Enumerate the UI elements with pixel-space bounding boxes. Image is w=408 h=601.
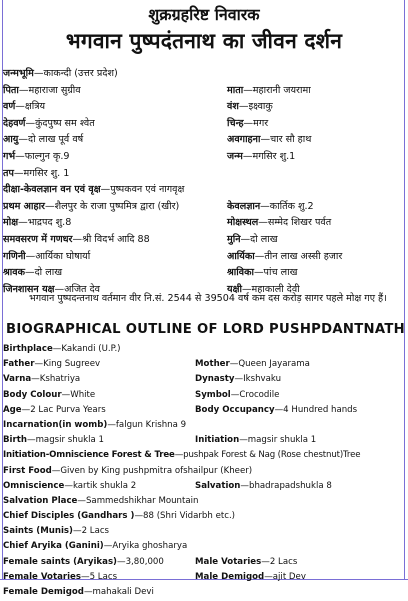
field-label: चिन्ह <box>227 117 244 129</box>
field-value: kartik shukla 2 <box>72 480 137 491</box>
field-value: मगसिर शु.1 <box>252 150 296 162</box>
field-value: मगसिर शु. 1 <box>23 167 70 179</box>
field-left <box>3 182 184 195</box>
field-value: Queen Jayarama <box>238 359 310 370</box>
hindi-row <box>3 81 403 98</box>
field-value: मगर <box>253 117 269 129</box>
field-value: दो लाख <box>34 267 63 279</box>
field-separator: — <box>34 359 44 370</box>
field-label: माता <box>227 84 244 96</box>
hindi-row <box>3 114 403 131</box>
field-label: जिनशासन यक्ष <box>3 283 55 295</box>
field-separator: — <box>264 571 273 582</box>
english-row <box>3 495 408 510</box>
field-separator: — <box>100 184 111 196</box>
field-separator: — <box>18 134 28 146</box>
field-label: Age <box>3 404 22 415</box>
field-label: वर्ण <box>3 101 16 113</box>
field-value: पांच लाख <box>263 267 298 279</box>
field-label: Saints (Munis) <box>3 526 73 537</box>
field-separator: — <box>260 134 271 146</box>
field-right <box>227 116 268 129</box>
field-label: Varna <box>3 374 32 385</box>
field-separator: — <box>64 480 73 491</box>
field-value: श्री विदर्भ आदि 88 <box>82 233 150 245</box>
field-separator: — <box>15 101 25 113</box>
field-right <box>195 390 279 400</box>
field-right <box>227 232 278 245</box>
field-value: शैलपुर के राजा पुष्पमित्र द्वारा (खीर) <box>54 200 180 212</box>
field-value: आर्यिका घोषार्या <box>35 250 91 262</box>
field-value: काकन्दी (उत्तर प्रदेश) <box>43 68 118 79</box>
field-label: अवगाहना <box>227 134 261 146</box>
hindi-row <box>3 130 403 147</box>
field-value: magsir shukla 1 <box>35 435 104 446</box>
field-separator: — <box>241 283 252 295</box>
field-left <box>3 99 45 112</box>
field-label: आयु <box>3 134 19 146</box>
field-label: मोक्ष <box>3 217 19 229</box>
field-label: समवसरण में गणधर <box>3 233 73 245</box>
field-separator: — <box>240 480 250 491</box>
field-separator: — <box>234 374 244 385</box>
field-label: Salvation Place <box>3 495 78 506</box>
field-left <box>3 526 109 536</box>
field-value: भाद्रपद शु.8 <box>27 217 72 229</box>
english-row <box>3 556 408 571</box>
hindi-row <box>3 247 403 264</box>
field-separator: — <box>25 250 36 262</box>
hindi-title: भगवान पुष्पदंतनाथ का जीवन दर्शन <box>65 29 343 53</box>
field-left <box>3 587 154 597</box>
hindi-details <box>3 64 403 296</box>
english-row <box>3 389 408 404</box>
hindi-row <box>3 164 403 181</box>
field-value: महाकाली देवी <box>251 283 300 295</box>
field-right <box>227 199 314 212</box>
hindi-subtitle: शुक्रग्रहरिष्ट निवारक <box>148 5 260 24</box>
field-separator: — <box>107 419 116 430</box>
english-row <box>3 434 408 449</box>
field-label: प्रथम आहार <box>3 200 45 212</box>
english-row <box>3 404 408 419</box>
field-value: तीन लाख अस्सी हजार <box>264 250 343 262</box>
field-left <box>3 481 136 491</box>
field-label: Female saints (Aryikas) <box>3 556 117 567</box>
english-row <box>3 343 408 358</box>
field-value: 5 Lacs <box>89 571 118 582</box>
field-value: Crocodile <box>239 389 280 400</box>
field-separator: — <box>103 541 113 552</box>
field-label: यक्षी <box>227 283 242 295</box>
field-separator: — <box>18 217 28 229</box>
field-separator: — <box>81 571 90 582</box>
field-value: फाल्गुन कृ.9 <box>24 150 70 162</box>
field-label: देहवर्ण <box>3 117 26 129</box>
field-value: Given by King pushpmitra ofshailpur (Kheer) <box>60 465 253 476</box>
field-value: 4 Hundred hands <box>283 404 358 415</box>
field-label: First Food <box>3 465 52 476</box>
field-separator: — <box>117 556 126 567</box>
field-left <box>3 215 71 228</box>
hindi-row <box>3 64 403 81</box>
field-separator: — <box>238 101 249 113</box>
field-separator: — <box>261 556 270 567</box>
field-label: तप <box>3 167 14 179</box>
field-value: King Sugreev <box>43 359 101 370</box>
field-right <box>195 359 310 369</box>
field-value: magsir shukla 1 <box>247 435 317 446</box>
field-value: White <box>70 389 96 400</box>
field-value: 3,80,000 <box>125 556 164 567</box>
field-value: mahakali Devi <box>92 587 154 597</box>
field-separator: — <box>13 167 24 179</box>
field-left <box>3 166 69 179</box>
field-separator: — <box>258 217 268 229</box>
field-right <box>227 249 342 262</box>
field-separator: — <box>18 84 29 96</box>
field-label: Chief Disciples (Gandhars ) <box>3 511 135 522</box>
field-label: पिता <box>3 84 19 96</box>
english-row <box>3 449 408 464</box>
field-label: दीक्षा-केवलज्ञान वन एवं वृक्ष <box>3 184 101 196</box>
field-label: Initiation-Omniscience Forest & Tree <box>3 450 175 461</box>
field-separator: — <box>242 150 253 162</box>
hindi-row <box>3 197 403 214</box>
field-value: Sammedshikhar Mountain <box>85 495 199 506</box>
field-left <box>3 232 150 245</box>
field-label: Female Demigod <box>3 587 84 597</box>
field-separator: — <box>83 587 93 597</box>
english-row <box>3 373 408 388</box>
field-separator: — <box>31 374 40 385</box>
hindi-row <box>3 180 403 197</box>
english-row <box>3 419 408 434</box>
field-label: Father <box>3 359 35 370</box>
field-separator: — <box>26 435 36 446</box>
field-value: Ikshvaku <box>243 374 282 385</box>
field-value: 2 Lacs <box>269 556 298 567</box>
field-label: श्रावक <box>3 267 25 279</box>
field-label: Symbol <box>195 389 231 400</box>
field-left <box>3 572 117 582</box>
field-separator: — <box>51 465 61 476</box>
field-value: ajit Dev <box>272 571 306 582</box>
hindi-paragraph-text: भगवान पुष्पदन्तनाथ वर्तमान वीर नि.सं. 2544 से 39504 वर्ष कम दस करोड़ सागर पहले मोक्ष गए हैं। <box>29 293 387 304</box>
english-row <box>3 540 408 555</box>
field-right <box>227 265 297 278</box>
field-separator: — <box>33 68 44 79</box>
english-details <box>3 343 408 601</box>
field-left <box>3 466 252 476</box>
field-left <box>3 83 81 96</box>
english-row <box>3 480 408 495</box>
field-label: गणिनी <box>3 250 26 262</box>
field-label: Birthplace <box>3 344 53 354</box>
field-value: 2 Lacs <box>81 526 110 537</box>
field-right <box>227 149 295 162</box>
field-right <box>195 435 316 445</box>
field-left <box>3 149 70 162</box>
field-separator: — <box>21 404 31 415</box>
field-value: कार्तिक शु.2 <box>269 200 314 212</box>
field-left <box>3 405 106 415</box>
field-separator: — <box>243 84 253 96</box>
field-value: Aryika ghosharya <box>112 541 188 552</box>
field-label: जन्मभूमि <box>3 68 34 79</box>
field-value: चार सौ हाथ <box>270 134 312 146</box>
field-value: इक्ष्वाकु <box>248 101 273 113</box>
field-label: Incarnation(in womb) <box>3 419 108 430</box>
english-row <box>3 358 408 373</box>
hindi-row <box>3 230 403 247</box>
field-left <box>3 344 121 354</box>
english-row <box>3 525 408 540</box>
field-label: वंश <box>227 101 239 113</box>
field-separator: — <box>52 344 62 354</box>
field-separator: — <box>44 200 55 212</box>
field-full <box>3 450 360 460</box>
field-separator: — <box>61 389 71 400</box>
field-value: दो लाख पूर्व वर्ष <box>27 134 84 146</box>
field-left <box>3 265 62 278</box>
field-left <box>3 249 90 262</box>
field-value: महाराजा सुग्रीव <box>28 84 81 96</box>
field-left <box>3 435 104 445</box>
field-label: केवलज्ञान <box>227 200 261 212</box>
field-left <box>3 116 95 129</box>
field-value: अजित देव <box>64 283 101 295</box>
field-separator: — <box>174 450 184 461</box>
field-value: falgun Krishna 9 <box>115 419 187 430</box>
field-left <box>3 359 100 369</box>
field-separator: — <box>77 495 86 506</box>
field-label: Initiation <box>195 435 240 446</box>
english-title: BIOGRAPHICAL OUTLINE OF LORD PUSHPDANTNATH <box>6 322 405 337</box>
field-label: Omniscience <box>3 480 65 491</box>
field-separator: — <box>134 511 144 522</box>
field-left <box>3 390 95 400</box>
hindi-paragraph <box>3 290 403 308</box>
field-right <box>195 374 281 384</box>
field-label: मोक्षस्थल <box>227 217 259 229</box>
field-label: Chief Aryika (Ganini) <box>3 541 104 552</box>
field-separator: — <box>240 233 251 245</box>
english-row <box>3 465 408 480</box>
field-left <box>3 557 164 567</box>
field-label: Body Colour <box>3 389 62 400</box>
field-label: गर्भ <box>3 150 16 162</box>
field-label: आर्यिका <box>227 250 255 262</box>
field-value: दो लाख <box>250 233 278 245</box>
field-right <box>227 99 273 112</box>
field-label: Male Votaries <box>195 556 262 567</box>
hindi-row <box>3 213 403 230</box>
field-left <box>3 374 80 384</box>
field-left <box>3 420 186 430</box>
field-value: क्षत्रिय <box>24 101 46 113</box>
field-separator: — <box>54 283 65 295</box>
hindi-row <box>3 263 403 280</box>
field-left <box>3 132 83 145</box>
field-label: Male Demigod <box>195 571 265 582</box>
field-label: जन्म <box>227 150 243 162</box>
field-right <box>227 215 331 228</box>
field-value: सम्मेद शिखर पर्वत <box>267 217 332 229</box>
field-right <box>195 405 357 415</box>
field-label: मुनि <box>227 233 241 245</box>
field-label: Birth <box>3 435 27 446</box>
field-right <box>195 481 332 491</box>
hindi-row <box>3 147 403 164</box>
field-separator: — <box>274 404 284 415</box>
field-label: Salvation <box>195 480 241 491</box>
field-separator: — <box>260 200 270 212</box>
field-separator: — <box>229 359 239 370</box>
field-right <box>195 572 306 582</box>
field-value: pushpak Forest & Nag (Rose chestnut)Tree <box>183 450 361 461</box>
field-left <box>3 66 118 79</box>
english-row <box>3 571 408 586</box>
field-left <box>3 496 198 506</box>
field-separator: — <box>25 117 36 129</box>
field-label: Mother <box>195 359 230 370</box>
field-value: 2 Lac Purva Years <box>30 404 106 415</box>
field-separator: — <box>230 389 240 400</box>
field-separator: — <box>253 267 264 279</box>
field-value: Kakandi (U.P.) <box>61 344 121 354</box>
field-value: 88 (Shri Vidarbh etc.) <box>143 511 236 522</box>
field-right <box>227 132 311 145</box>
english-row <box>3 510 408 525</box>
field-value: महारानी जयरामा <box>252 84 311 96</box>
field-separator: — <box>243 117 254 129</box>
field-value: पुष्पकवन एवं नागवृक्ष <box>110 184 185 196</box>
field-separator: — <box>239 435 248 446</box>
field-right <box>195 557 297 567</box>
field-separator: — <box>24 267 35 279</box>
field-value: bhadrapadshukla 8 <box>249 480 332 491</box>
field-separator: — <box>15 150 25 162</box>
field-separator: — <box>254 250 265 262</box>
field-right <box>227 83 311 96</box>
field-separator: — <box>72 233 83 245</box>
hindi-row <box>3 97 403 114</box>
field-label: Female Votaries <box>3 571 81 582</box>
field-left <box>3 511 235 521</box>
field-label: श्राविका <box>227 267 254 279</box>
field-value: कुंदपुष्प सम श्वेत <box>35 117 95 129</box>
field-left <box>3 199 179 212</box>
field-label: Dynasty <box>195 374 235 385</box>
field-separator: — <box>72 526 82 537</box>
field-value: Kshatriya <box>39 374 81 385</box>
field-left <box>3 541 187 551</box>
field-label: Body Occupancy <box>195 404 275 415</box>
